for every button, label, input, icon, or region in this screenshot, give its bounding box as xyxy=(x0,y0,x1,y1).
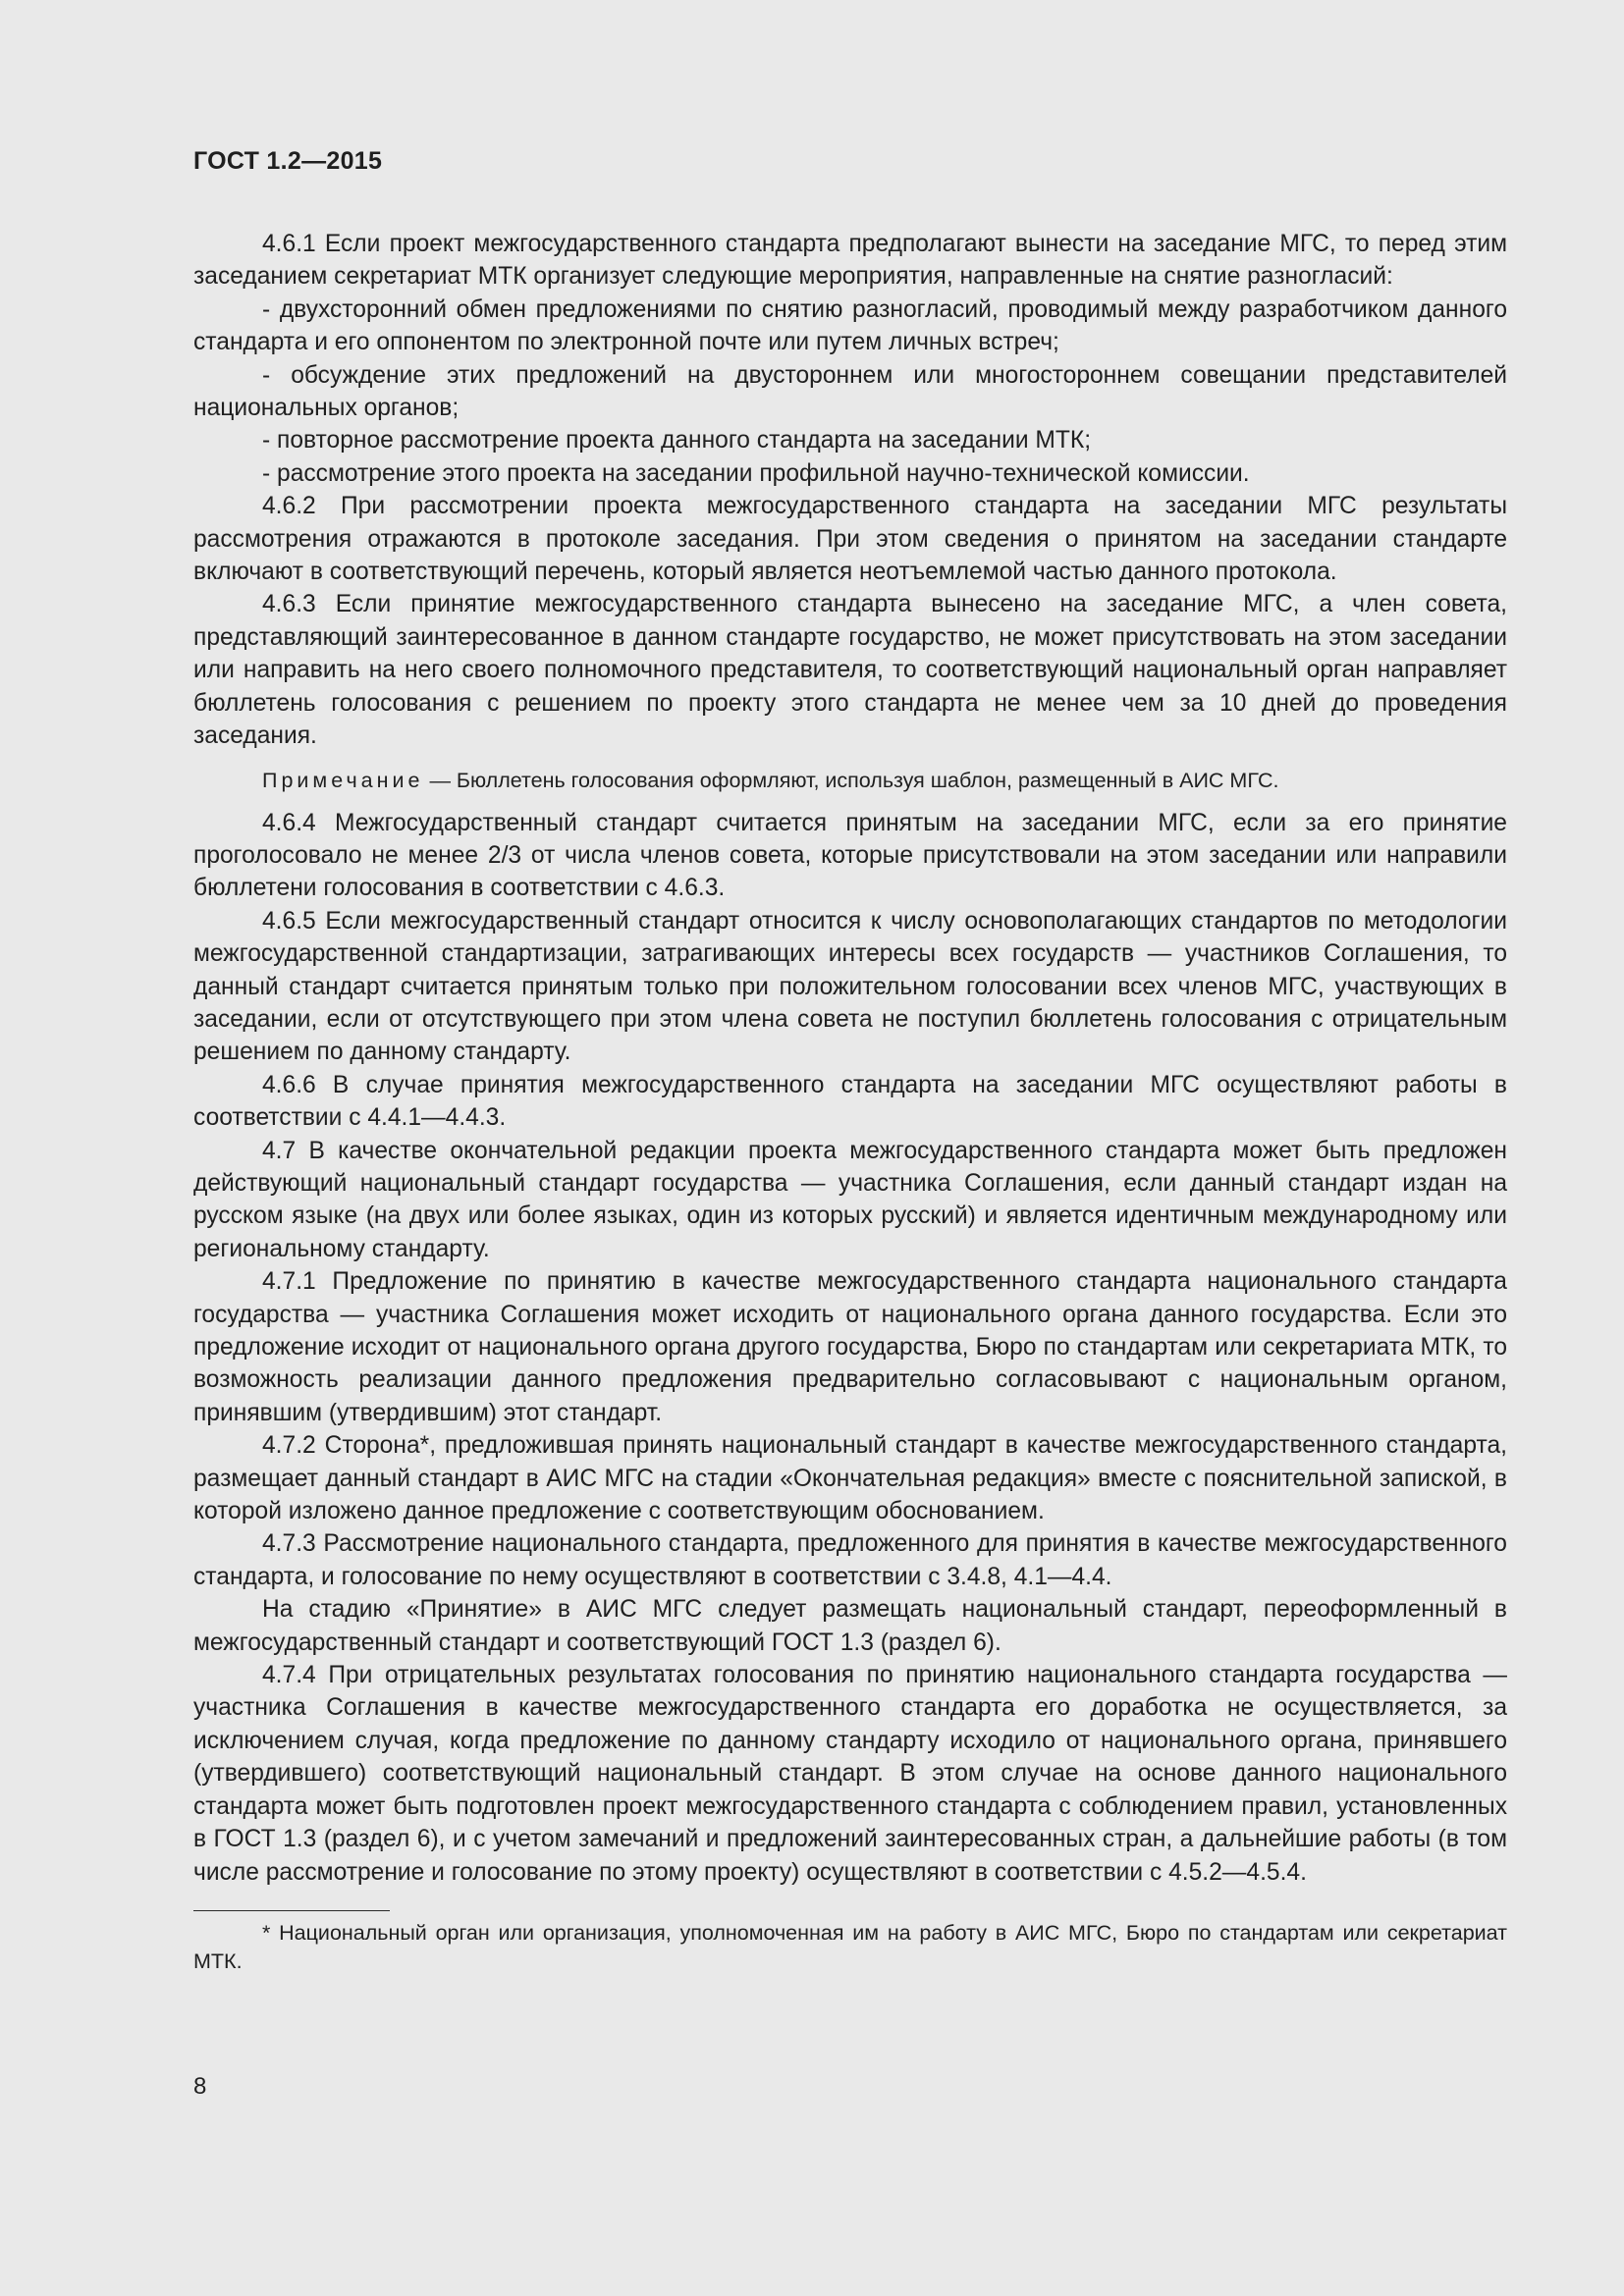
list-item: - двухсторонний обмен предложениями по снятию разногласий, проводимый между разработчиком данного стандарта и его оппонентом по электронной почте или путем личных встреч; xyxy=(193,295,1507,356)
list-item: - рассмотрение этого проекта на заседании профильной научно-технической комиссии. xyxy=(262,459,1250,487)
footnote: * Национальный орган или организация, уполномоченная им на работу в АИС МГС, Бюро по стандартам или секретариат МТК. xyxy=(193,1920,1507,1973)
paragraph-4-6-6: 4.6.6 В случае принятия межгосударственного стандарта на заседании МГС осуществляют работы в соответствии с 4.4.1—4.4.3. xyxy=(193,1071,1507,1132)
paragraph-4-7-4: 4.7.4 При отрицательных результатах голосования по принятию национального стандарта государства — участника Соглашения в качестве межгосударственного стандарта его доработка не осуществляется, за исключением случая, когда предложение по данному стандарту исходило от национального органа, принявшего (утвердившего) соответствующий национальный стандарт. В этом случае на основе данного национального стандарта может быть подготовлен проект межгосударственного стандарта с соблюдением правил, установленных в ГОСТ 1.3 (раздел 6), и с учетом замечаний и предложений заинтересованных стран, а дальнейшие работы (в том числе рассмотрение и голосование по этому проекту) осуществляют в соответствии с 4.5.2—4.5.4. xyxy=(193,1662,1507,1886)
page-number: 8 xyxy=(193,2073,207,2100)
paragraph-4-6-2: 4.6.2 При рассмотрении проекта межгосударственного стандарта на заседании МГС результаты рассмотрения отражаются в протоколе заседания. При этом сведения о принятом на заседании стандарте включают в соответствующий перечень, который является неотъемлемой частью данного протокола. xyxy=(193,493,1507,586)
paragraph-4-6-3: 4.6.3 Если принятие межгосударственного стандарта вынесено на заседание МГС, а член совета, представляющий заинтересованное в данном стандарте государство, не может присутствовать на этом заседании или направить на него своего полномочного представителя, то соответствующий национальный орган направляет бюллетень голосования с решением по проекту этого стандарта не менее чем за 10 дней до проведения заседания. xyxy=(193,591,1507,750)
paragraph-4-6-4: 4.6.4 Межгосударственный стандарт считается принятым на заседании МГС, если за его принятие проголосовало не менее 2/3 от числа членов совета, которые присутствовали на этом заседании или направили бюллетени голосования в соответствии с 4.6.3. xyxy=(193,809,1507,902)
paragraph-adoption-stage: На стадию «Принятие» в АИС МГС следует размещать национальный стандарт, переоформленный в межгосударственный стандарт и соответствующий ГОСТ 1.3 (раздел 6). xyxy=(193,1596,1507,1656)
paragraph-4-7-2: 4.7.2 Сторона*, предложившая принять национальный стандарт в качестве межгосударственного стандарта, размещает данный стандарт в АИС МГС на стадии «Окончательная редакция» вместе с пояснительной запиской, в которой изложено данное предложение с соответствующим обоснованием. xyxy=(193,1432,1507,1525)
document-body xyxy=(193,228,1507,1976)
paragraph-4-7: 4.7 В качестве окончательной редакции проекта межгосударственного стандарта может быть предложен действующий национальный стандарт государства — участника Соглашения, если данный стандарт издан на русском языке (на двух или более языках, один из которых русский) и является идентичным международному или региональному стандарту. xyxy=(193,1137,1507,1262)
paragraph-4-7-3: 4.7.3 Рассмотрение национального стандарта, предложенного для принятия в качестве межгосударственного стандарта, и голосование по нему осуществляют в соответствии с 3.4.8, 4.1—4.4. xyxy=(193,1530,1507,1590)
list-item: - обсуждение этих предложений на двустороннем или многостороннем совещании представителей национальных органов; xyxy=(193,361,1507,422)
note-label: Примечание xyxy=(262,768,424,792)
paragraph-4-7-1: 4.7.1 Предложение по принятию в качестве межгосударственного стандарта национального стандарта государства — участника Соглашения может исходить от национального органа данного государства. Если это предложение исходит от национального органа другого государства, Бюро по стандартам или секретариата МТК, то возможность реализации данного предложения предварительно согласовывают с национальным органом, принявшим (утвердившим) этот стандарт. xyxy=(193,1268,1507,1426)
note xyxy=(193,766,1507,795)
paragraph-4-6-5: 4.6.5 Если межгосударственный стандарт относится к числу основополагающих стандартов по методологии межгосударственной стандартизации, затрагивающих интересы всех государств — участников Соглашения, то данный стандарт считается принятым только при положительном голосовании всех членов МГС, участвующих в заседании, если от отсутствующего при этом члена совета не поступил бюллетень голосования с отрицательным решением по данному стандарту. xyxy=(193,907,1507,1066)
note-text: — Бюллетень голосования оформляют, используя шаблон, размещенный в АИС МГС. xyxy=(429,768,1279,792)
list-item: - повторное рассмотрение проекта данного стандарта на заседании МТК; xyxy=(262,427,1092,454)
footnote-divider xyxy=(193,1910,390,1911)
document-header: ГОСТ 1.2—2015 xyxy=(193,147,383,175)
paragraph-4-6-1: 4.6.1 Если проект межгосударственного стандарта предполагают вынести на заседание МГС, то перед этим заседанием секретариат МТК организует следующие мероприятия, направленные на снятие разногласий: xyxy=(193,231,1507,291)
